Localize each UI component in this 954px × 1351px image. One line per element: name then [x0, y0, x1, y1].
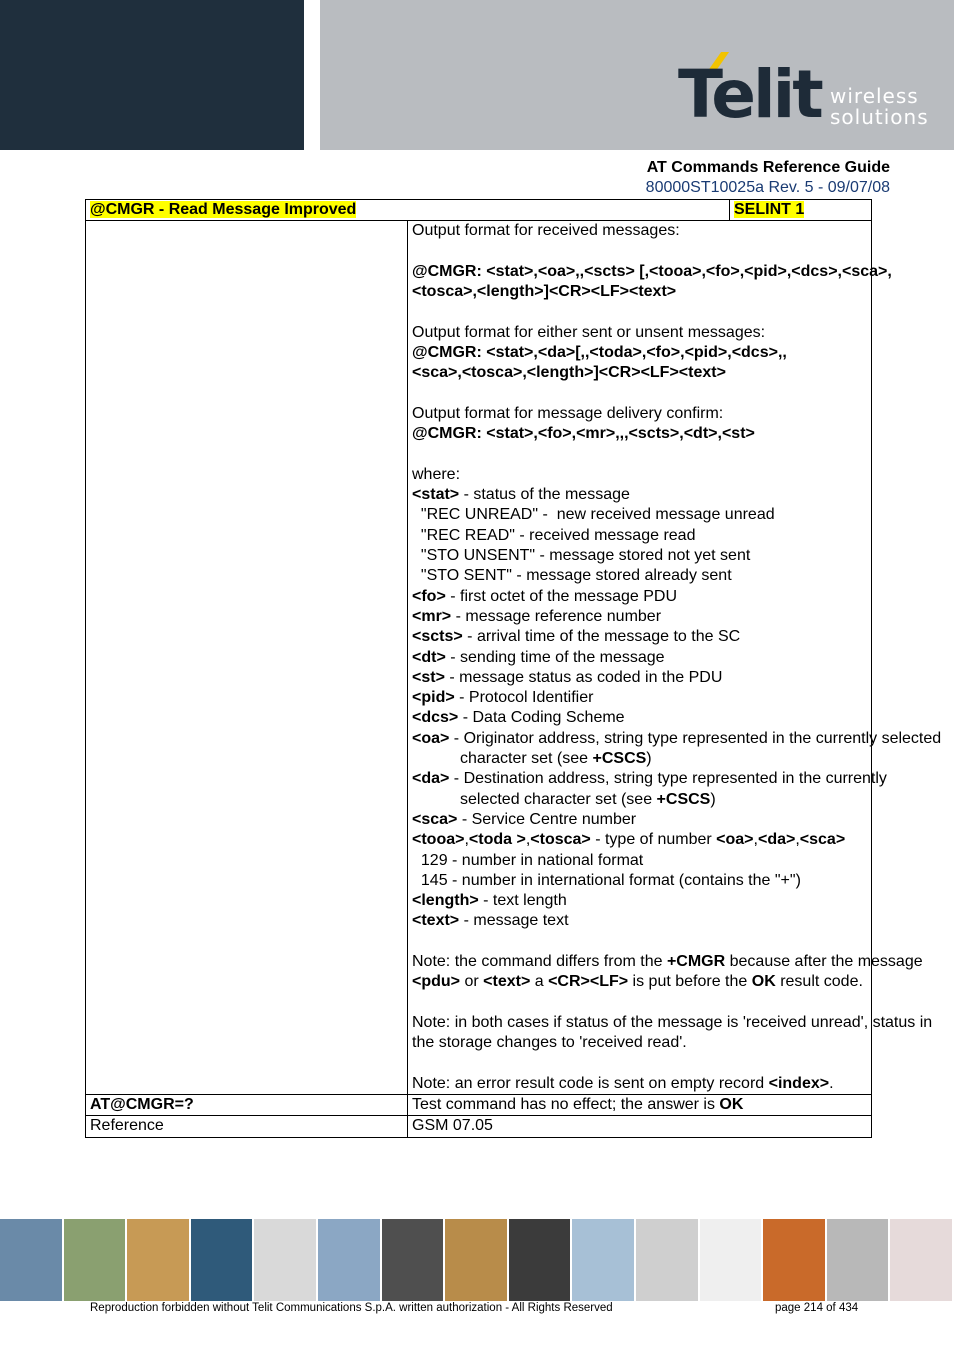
telit-logo: Telit [678, 56, 821, 133]
description-line [412, 648, 867, 668]
text-run: OK [751, 973, 776, 991]
text-run: Test command has no effect; the answer is [412, 1096, 720, 1114]
description-line [412, 1074, 867, 1094]
description-line [412, 668, 867, 688]
description-line [412, 972, 867, 992]
command-table [85, 199, 942, 1138]
text-run: - status of the message [459, 486, 630, 504]
description-line [412, 729, 942, 749]
description-line [412, 891, 867, 911]
text-run: <dt> [412, 648, 446, 666]
blank-line [412, 1053, 867, 1073]
description-line [412, 485, 867, 505]
logo-tagline [830, 86, 929, 128]
footer-photo [64, 1219, 128, 1301]
text-run: <da> [412, 770, 450, 788]
guide-revision: 80000ST10025a Rev. 5 - 09/07/08 [645, 179, 890, 196]
text-run: - Service Centre number [457, 810, 637, 828]
text-run: <text> [412, 912, 460, 930]
footer-photo [318, 1219, 382, 1301]
text-run: Note: an error result code is sent on empty record [412, 1074, 769, 1092]
text-run: +CSCS [656, 790, 711, 808]
footer-photo [827, 1219, 891, 1301]
text-run: <da> [757, 831, 796, 849]
description-row [86, 221, 872, 1095]
text-run: - sending time of the message [445, 648, 665, 666]
logo-tagline-2: solutions [830, 105, 929, 129]
text-run: <sca> [799, 831, 846, 849]
footer-photo [763, 1219, 827, 1301]
text-run: <mr> [412, 607, 452, 625]
description-line: Output format for message delivery confirm: [412, 404, 724, 422]
text-run: or [460, 973, 484, 991]
text-run: <tosca> [530, 831, 591, 849]
text-run: <text> [483, 973, 531, 991]
footer-photo [509, 1219, 573, 1301]
text-run: - message text [459, 912, 569, 930]
text-run: <oa> [716, 831, 754, 849]
footer-photo [254, 1219, 318, 1301]
selint-cell [730, 200, 872, 221]
text-run: , [795, 831, 800, 849]
description-line: @CMGR: <stat>,<fo>,<mr>,,,<scts>,<dt>,<st> [412, 425, 755, 443]
description-line [412, 627, 867, 647]
reference-value: GSM 07.05 [408, 1116, 872, 1137]
text-run: Note: the command differs from the [412, 952, 667, 970]
footer-photo-strip [0, 1219, 954, 1301]
text-run: - Data Coding Scheme [458, 709, 625, 727]
description-line: "REC UNREAD" - new received message unread [412, 506, 775, 524]
description-line [412, 749, 867, 769]
text-run: OK [719, 1096, 744, 1114]
text-run: - Destination address, string type represented in the currently [449, 770, 887, 788]
description-line: <tosca>,<length>]<CR><LF><text> [412, 283, 677, 301]
blank-line [412, 384, 867, 404]
text-run: <toda > [468, 831, 526, 849]
description-line [412, 769, 887, 789]
text-run: , [753, 831, 758, 849]
text-run: <st> [412, 668, 445, 686]
test-command-description [408, 1095, 872, 1116]
blank-line [412, 932, 867, 952]
text-run: <fo> [412, 587, 446, 605]
command-title: @CMGR - Read Message Improved [90, 201, 357, 218]
text-run: - message reference number [451, 607, 662, 625]
description-line: <sca>,<tosca>,<length>]<CR><LF><text> [412, 364, 726, 382]
text-run: <scts> [412, 628, 463, 646]
text-run: - text length [478, 892, 567, 910]
description-line: "REC READ" - received message read [412, 526, 696, 544]
page-number: page 214 of 434 [775, 1302, 859, 1314]
blank-line [412, 993, 867, 1013]
footer-photo [0, 1219, 64, 1301]
text-run: <index> [768, 1074, 830, 1092]
description-line: "STO SENT" - message stored already sent [412, 567, 732, 585]
description-line: where: [412, 465, 461, 483]
guide-title: AT Commands Reference Guide [646, 159, 890, 176]
text-run: <stat> [412, 486, 460, 504]
description-line [412, 688, 867, 708]
description-line [412, 607, 867, 627]
description-line [412, 708, 867, 728]
description-line: 145 - number in international format (contains the "+") [412, 871, 801, 889]
text-run: , [525, 831, 531, 849]
test-command-label: AT@CMGR=? [86, 1095, 408, 1116]
text-run: <length> [412, 892, 479, 910]
test-command-row [86, 1095, 872, 1116]
text-run: because after the message [725, 952, 923, 970]
description-cell [408, 221, 942, 1095]
description-line: the storage changes to 'received read'. [412, 1034, 687, 1052]
description-line [412, 587, 867, 607]
text-run: <oa> [412, 729, 450, 747]
description-line: @CMGR: <stat>,<da>[,,<toda>,<fo>,<pid>,<dcs>,, [412, 344, 787, 362]
footer-photo [700, 1219, 764, 1301]
text-run: - first octet of the message PDU [445, 587, 677, 605]
text-run: selected character set (see [460, 790, 657, 808]
description-line [412, 911, 867, 931]
description-line [412, 830, 867, 850]
description-line: Output format for either sent or unsent messages: [412, 323, 766, 341]
text-run: - Originator address, string type represented in the currently selected [449, 729, 942, 747]
blank-line [412, 445, 867, 465]
footer-photo [572, 1219, 636, 1301]
text-run: <pid> [412, 689, 455, 707]
table-title-cell [86, 200, 730, 221]
footer-notice: Reproduction forbidden without Telit Communications S.p.A. written authorization - All Rights Reserved [90, 1302, 613, 1314]
reference-row [86, 1116, 872, 1137]
text-run: +CSCS [592, 750, 647, 768]
document-title-block [646, 158, 890, 198]
text-run: <pdu> [412, 973, 461, 991]
footer-photo [636, 1219, 700, 1301]
text-run: . [829, 1074, 834, 1092]
text-run: <tooa> [412, 831, 465, 849]
table-header-row [86, 200, 872, 221]
selint-badge: SELINT 1 [734, 201, 805, 218]
reference-label: Reference [86, 1116, 408, 1137]
footer-photo [445, 1219, 509, 1301]
text-run: - arrival time of the message to the SC [462, 628, 741, 646]
description-line [412, 952, 923, 972]
description-line: Note: in both cases if status of the message is 'received unread', status in [412, 1013, 933, 1031]
header-dark-panel [0, 0, 304, 150]
text-run: +CMGR [666, 952, 726, 970]
description-line: "STO UNSENT" - message stored not yet sent [412, 547, 751, 565]
footer-photo [127, 1219, 191, 1301]
footer-photo [890, 1219, 954, 1301]
description-line [412, 810, 867, 830]
footer-photo [382, 1219, 446, 1301]
text-run: result code. [775, 973, 863, 991]
text-run: a [530, 973, 549, 991]
text-run: - message status as coded in the PDU [444, 668, 723, 686]
description-line: 129 - number in national format [412, 851, 644, 869]
empty-label-cell [86, 221, 408, 1095]
text-run: - Protocol Identifier [454, 689, 594, 707]
text-run: <sca> [412, 810, 458, 828]
text-run: , [464, 831, 469, 849]
text-run: - type of number [590, 831, 717, 849]
description-line [412, 790, 867, 810]
text-run: character set (see [460, 750, 593, 768]
description-line: Output format for received messages: [412, 222, 680, 240]
text-run: <dcs> [412, 709, 459, 727]
text-run: is put before the [628, 973, 752, 991]
text-run: <CR><LF> [548, 973, 629, 991]
blank-line [412, 302, 867, 322]
footer-photo [191, 1219, 255, 1301]
logo-tagline-1: wireless [830, 84, 919, 108]
blank-line [412, 242, 867, 262]
text-run: ) [710, 790, 716, 808]
description-line: @CMGR: <stat>,<oa>,,<scts> [,<tooa>,<fo>,<pid>,<dcs>,<sca>, [412, 262, 892, 280]
text-run: ) [646, 750, 652, 768]
